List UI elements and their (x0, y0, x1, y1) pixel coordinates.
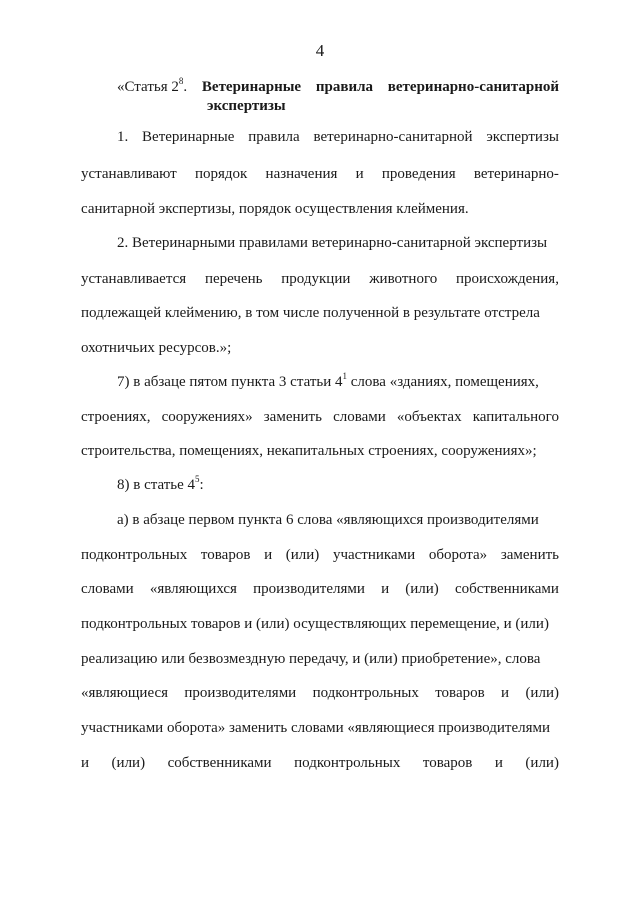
article-heading-line-1: «Статья $2^8$. Ветеринарные правила ветеринарно-санитарной (117, 76, 559, 95)
article-title-word: ветеринарно-санитарной (387, 79, 559, 95)
paragraph-2-line-1: 2. Ветеринарными правилами ветеринарно-санитарной экспертизы (117, 235, 548, 251)
article-label: «Статья (117, 79, 168, 95)
subitem-a-line-8: и (или) собственниками подконтрольных товаров и (или) (81, 755, 559, 771)
article-superscript: 1 (342, 371, 348, 381)
paragraph-2-line-3: подлежащей клеймению, в том числе полученной в результате отстрела (81, 305, 540, 321)
subitem-a-line-6: «являющиеся производителями подконтрольных товаров и (или) (81, 685, 559, 701)
article-title-word: Ветеринарные (201, 79, 302, 95)
article-superscript: 5 (195, 474, 200, 484)
article-heading-line-2: экспертизы (207, 98, 286, 114)
article-number-superscript: 8 (178, 76, 184, 86)
subitem-a-line-7: участниками оборота» заменить словами «являющиеся производителями (81, 720, 551, 736)
subitem-a-line-5: реализацию или безвозмездную передачу, и (или) приобретение», слова (81, 651, 541, 667)
subitem-a-line-3: словами «являющихся производителями и (или) собственниками (81, 581, 559, 597)
paragraph-2-line-4: охотничьих ресурсов.»; (81, 340, 232, 356)
paragraph-2-line-2: устанавливается перечень продукции животного происхождения, (81, 271, 559, 287)
subitem-a-line-2: подконтрольных товаров и (или) участниками оборота» заменить (81, 547, 559, 563)
page-number: 4 (315, 41, 325, 60)
item-7-line-2: строениях, сооружениях» заменить словами «объектах капитального (81, 409, 559, 425)
paragraph-1-line-2: устанавливают порядок назначения и проведения ветеринарно- (81, 166, 559, 182)
paragraph-1-line-1: 1. Ветеринарные правила ветеринарно-санитарной экспертизы (117, 129, 559, 145)
item-7-line-1: 7) в абзаце пятом пункта 3 статьи $4^1$ слова «зданиях, помещениях, (117, 371, 539, 390)
item-8-line-1: 8) в статье $4^5$: (117, 474, 204, 493)
subitem-a-line-4: подконтрольных товаров и (или) осуществляющих перемещение, и (или) (81, 616, 549, 632)
subitem-a-line-1: а) в абзаце первом пункта 6 слова «являющихся производителями (117, 512, 539, 528)
item-7-line-3: строительства, помещениях, некапитальных строениях, сооружениях»; (81, 443, 537, 459)
article-number: 2 (171, 79, 179, 95)
article-title-word: правила (315, 79, 374, 95)
paragraph-1-line-3: санитарной экспертизы, порядок осуществления клеймения. (81, 201, 469, 217)
